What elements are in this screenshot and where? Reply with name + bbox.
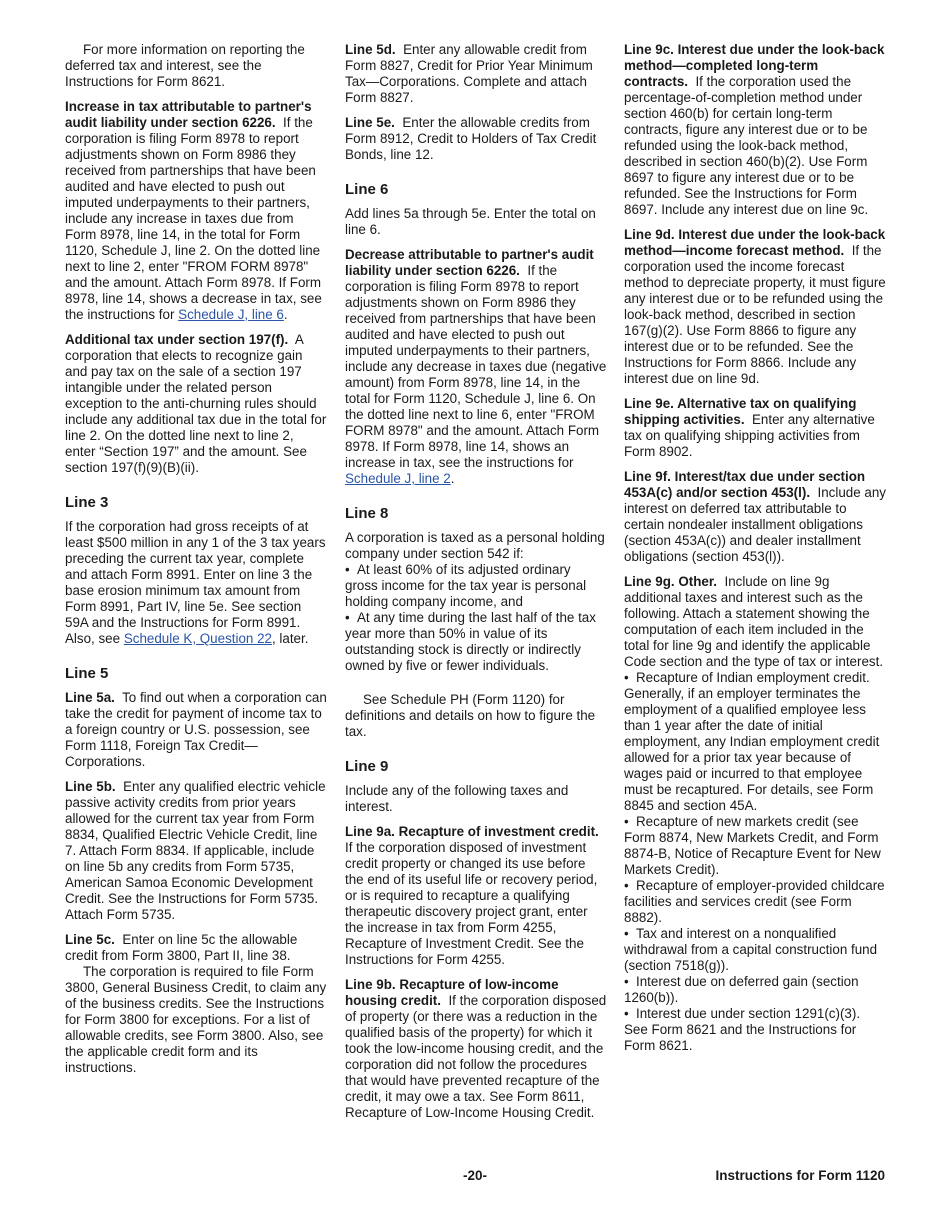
paragraph-tail: . [450,471,455,486]
paragraph-title: Line 5a. [65,690,115,705]
paragraph-body: If the corporation had gross receipts of at least $500 million in any 1 of the 3 tax years preceding the current tax year, complete and attach Form 8991. Enter on line 3 the base erosion minimum tax amount from Form 8991, Part IV, line 5e. See section 59A and the Instructions for Form 8991. Also, see [65,519,326,646]
bullet-item: • Interest due under section 1291(c)(3). See Form 8621 and the Instructions for Form 8621. [624,1006,861,1053]
paragraph: Add lines 5a through 5e. Enter the total on line 6. [345,206,596,237]
paragraph-title: Decrease attributable to partner's audit liability under section 6226. [345,247,594,278]
paragraph [65,690,327,770]
schedule-j-line6-link[interactable]: Schedule J, line 6 [178,307,284,322]
bullet-item: • Recapture of Indian employment credit. Generally, if an employer terminates the employment of a qualified employee less than 1 year after the date of initial employment, any Indian employment credit allowed for a prior tax year because of wages paid or incurred to that employee must be recaptured. For details, see Form 8845 and section 45A. [624,670,880,813]
paragraph [345,977,607,1121]
paragraph-body: Enter any qualified electric vehicle passive activity credits from prior years allowed for the current tax year from Form 8834, Qualified Electric Vehicle Credit, line 7. Attach Form 8834. If applicable, include on line 5b any credits from Form 5735, American Samoa Economic Development Credit. See the Instructions for Form 5735. Attach Form 5735. [65,779,326,922]
paragraph-title: Line 5e. [345,115,395,130]
paragraph-title: Line 9a. Recapture of investment credit. [345,824,599,839]
paragraph: The corporation is required to file Form 3800, General Business Credit, to claim any of the business credits. See the Instructions for Form 3800 for exceptions. For a list of allowable credits, see Form 3800. Also, see the applicable credit form and its instructions. [65,964,327,1075]
paragraph [624,396,886,460]
bullet-item: • Recapture of employer-provided childcare facilities and services credit (see Form 8882). [624,878,885,925]
paragraph-body: If the corporation used the income forecast method to depreciate property, it must figure any interest due or to be refunded using the look-back method, described in section 167(g)(2). Use Form 8866 to figure any interest due or to be refunded. See the Instructions for Form 8866. Include any interest due on line 9d. [624,243,886,386]
paragraph-body: Enter the allowable credits from Form 8912, Credit to Holders of Tax Credit Bonds, line 12. [345,115,597,162]
paragraph: A corporation is taxed as a personal holding company under section 542 if: [345,530,605,561]
page-footer [65,1168,885,1188]
paragraph-title: Line 9e. Alternative tax on qualifying shipping activities. [624,396,857,427]
paragraph [624,42,886,218]
bullet-icon: • [624,1006,629,1021]
schedule-k-question22-link[interactable]: Schedule K, Question 22 [123,631,272,646]
paragraph-title: Line 9c. Interest due under the look-back method—completed long-term contracts. [624,42,885,89]
paragraph-title: Increase in tax attributable to partner's audit liability under section 6226. [65,99,312,130]
footer-title: Instructions for Form 1120 [715,1168,885,1183]
paragraph [624,574,886,670]
bullet-icon: • [624,974,629,989]
paragraph-body: If the corporation used the percentage-of-completion method under section 460(b) for certain long-term contracts, figure any interest due or to be refunded using the look-back method, described in section 460(b)(2). Use Form 8697 to figure any interest due or to be refunded. See the Instructions for Form 8697. Include any interest due on line 9c. [624,74,869,217]
paragraph [624,227,886,387]
paragraph-body: Enter on line 5c the allowable credit from Form 3800, Part II, line 38. [65,932,298,963]
bullet-item: • Recapture of new markets credit (see Form 8874, New Markets Credit, and Form 8874-B, Notice of Recapture Event for New Markets Credit). [624,814,881,877]
column-left [65,42,327,1085]
paragraph-title: Line 5d. [345,42,396,57]
paragraph [345,247,607,487]
paragraph [624,469,886,565]
paragraph-body: Include on line 9g additional taxes and interest such as the following. Attach a statement showing the computation of each item included in the total for line 9g and identify the applicable Code section and the type of tax or interest. [624,574,884,669]
paragraph [65,932,327,964]
paragraph: Include any of the following taxes and interest. [345,783,569,814]
bullet-icon: • [345,562,350,577]
paragraph-body: Enter any alternative tax on qualifying shipping activities from Form 8902. [624,412,875,459]
column-middle [345,42,607,1130]
paragraph [65,779,327,923]
paragraph-body: If the corporation is filing Form 8978 to report adjustments shown on Form 8986 they received from partnerships that have been audited and have elected to push out imputed underpayments to their partners, include any decrease in taxes due (negative amount) from Form 8978, line 14, in the total for Form 1120, Schedule J, line 6. On the dotted line next to line 6, enter "FROM FORM 8978" and the amount. Attach Form 8978. If Form 8978, line 14, shows an increase in tax, see the instructions for [345,263,607,470]
schedule-j-line2-link[interactable]: Schedule J, line 2 [345,471,451,486]
paragraph-body: If the corporation is filing Form 8978 to report adjustments shown on Form 8986 they received from partnerships that have been audited and have elected to push out imputed underpayments to their partners, include any increase in taxes due from Form 8978, line 14, in the total for Form 1120, Schedule J, line 2. On the dotted line next to line 2, enter "FROM FORM 8978" and the amount. Attach Form 8978. If Form 8978, line 14, shows a decrease in tax, see the instructions for [65,115,322,322]
section-heading-line8: Line 8 [345,505,389,522]
paragraph [345,115,607,163]
page-number: -20- [462,1168,487,1183]
bullet-item: • At least 60% of its adjusted ordinary gross income for the tax year is personal holding company income, and [345,562,587,609]
paragraph [65,519,327,647]
bullet-icon: • [345,610,350,625]
paragraph [345,824,607,968]
paragraph-body: If the corporation disposed of property (or there was a reduction in the qualified basis of the property) for which it took the low-income housing credit, and the corporation did not follow the procedures that would have prevented recapture of the credit, it may owe a tax. See Form 8611, Recapture of Low-Income Housing Credit. [345,993,607,1120]
bullet-item: • Tax and interest on a nonqualified withdrawal from a capital construction fund (section 7518(g)). [624,926,878,973]
bullet-icon: • [624,926,629,941]
bullet-item: • Interest due on deferred gain (section 1260(b)). [624,974,859,1005]
paragraph [345,42,607,106]
paragraph: See Schedule PH (Form 1120) for definitions and details on how to figure the tax. [345,692,596,739]
paragraph-title: Additional tax under section 197(f). [65,332,289,347]
paragraph [65,332,327,476]
paragraph-title: Line 5b. [65,779,116,794]
section-heading-line5: Line 5 [65,665,109,682]
paragraph-body: A corporation that elects to recognize gain and pay tax on the sale of a section 197 intangible under the related person exception to the anti-churning rules should include any additional tax due in the total for line 2. On the dotted line next to line 2, enter “Section 197” and the amount. See section 197(f)(9)(B)(ii). [65,332,327,475]
paragraph: Increase in tax attributable to partner's audit liability under section 6226. If the corporation is filing Form 8978 to report adjustments shown on Form 8986 they received from partnerships that have been audited and have elected to push out imputed underpayments to their partners, include any increase in taxes due from Form 8978, line 14, in the total for Form 1120, Schedule J, line 2. On the dotted line next to line 2, enter "FROM FORM 8978" and the amount. Attach Form 8978. If Form 8978, line 14, shows a decrease in tax, see the instructions for Schedule J, line 6. [65,99,322,322]
paragraph-title: Line 9f. Interest/tax due under section 453A(c) and/or section 453(l). [624,469,866,500]
paragraph-body: If the corporation disposed of investment credit property or changed its use before the end of its useful life or recovery period, or is required to recapture a qualifying therapeutic discovery project grant, enter the increase in tax from Form 4255, Recapture of Investment Credit. See the Instructions for Form 4255. [345,840,598,967]
paragraph-title: Line 9d. Interest due under the look-back method—income forecast method. [624,227,886,258]
paragraph-tail: , later. [271,631,309,646]
paragraph-body: To find out when a corporation can take the credit for payment of income tax to a foreign country or U.S. possession, see Form 1118, Foreign Tax Credit—Corporations. [65,690,327,769]
section-heading-line6: Line 6 [345,181,389,198]
column-right [624,42,886,1054]
paragraph-title: Line 9g. Other. [624,574,718,589]
bullet-icon: • [624,670,629,685]
paragraph: For more information on reporting the deferred tax and interest, see the Instructions for Form 8621. [65,42,305,89]
bullet-icon: • [624,814,629,829]
bullet-item: • At any time during the last half of the tax year more than 50% in value of its outstanding stock is directly or indirectly owned by five or fewer individuals. [345,610,596,673]
section-heading-line3: Line 3 [65,494,109,511]
paragraph-body: Include any interest on deferred tax attributable to certain nondealer installment obligations (section 453A(c)) and dealer installment obligations (section 453(l)). [624,485,886,564]
section-heading-line9: Line 9 [345,758,389,775]
paragraph-body: Enter any allowable credit from Form 8827, Credit for Prior Year Minimum Tax—Corporations. Complete and attach Form 8827. [345,42,593,105]
paragraph-title: Line 9b. Recapture of low-income housing credit. [345,977,559,1008]
paragraph-title: Line 5c. [65,932,115,947]
bullet-icon: • [624,878,629,893]
